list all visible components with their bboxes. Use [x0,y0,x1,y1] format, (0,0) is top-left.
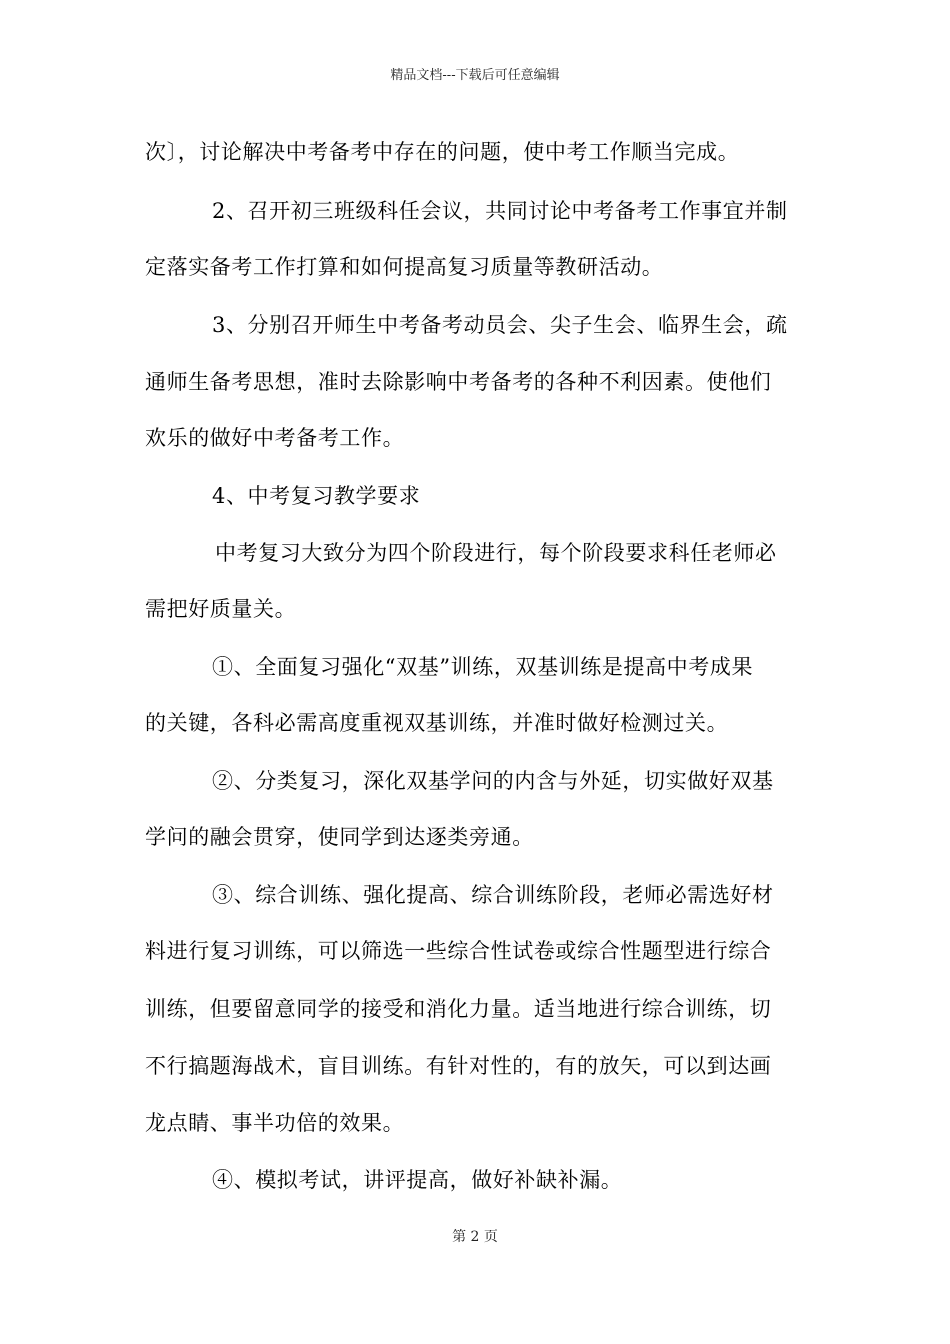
body-line: 定落实备考工作打算和如何提高复习质量等教研活动。 [145,255,664,279]
body-line: 通师生备考思想，准时去除影响中考备考的各种不利因素。使他们 [145,370,772,394]
page-header: 精品文档---下载后可任意编辑 [390,68,560,83]
body-line: 训练，但要留意同学的接受和消化力量。适当地进行综合训练，切 [145,997,772,1021]
body-line: 中考复习大致分为四个阶段进行，每个阶段要求科任老师必 [215,541,777,565]
body-line: 3、分别召开师生中考备考动员会、尖子生会、临界生会，疏 [212,313,788,337]
body-line: 2、召开初三班级科任会议，共同讨论中考备考工作事宜并制 [212,199,788,223]
body-line: 龙点睛、事半功倍的效果。 [145,1111,405,1135]
body-line: 的关键，各科必需高度重视双基训练，并准时做好检测过关。 [145,711,729,735]
body-line: 4、中考复习教学要求 [212,484,421,508]
body-line: ④、模拟考试，讲评提高，做好补缺补漏。 [212,1168,623,1192]
body-line: 学问的融会贯穿，使同学到达逐类旁通。 [145,825,534,849]
body-line: 次〕，讨论解决中考备考中存在的问题，使中考工作顺当完成。 [145,140,740,164]
body-line: 料进行复习训练，可以筛选一些综合性试卷或综合性题型进行综合 [145,939,772,963]
body-line: ②、分类复习，深化双基学问的内含与外延，切实做好双基 [212,769,774,793]
body-line: 不行搞题海战术，盲目训练。有针对性的，有的放矢，可以到达画 [145,1054,772,1078]
body-line: 欢乐的做好中考备考工作。 [145,426,405,450]
page-number: 第 2 页 [452,1229,498,1245]
body-line: ③、综合训练、强化提高、综合训练阶段，老师必需选好材 [212,883,774,907]
body-line: 需把好质量关。 [145,597,297,621]
body-line: ①、全面复习强化“双基”训练，双基训练是提高中考成果 [212,655,754,679]
